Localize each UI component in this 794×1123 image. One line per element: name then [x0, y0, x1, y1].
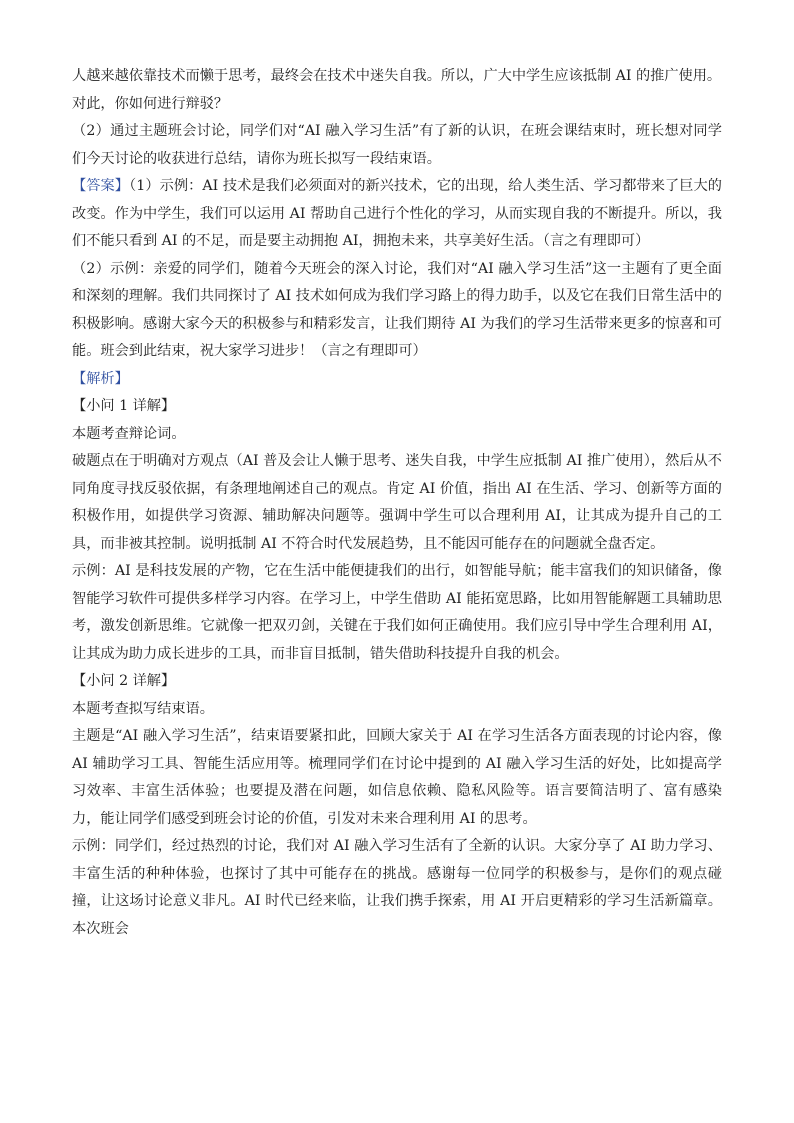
sub-question-2-intro: 本题考查拟写结束语。: [72, 700, 214, 717]
document-body: [72, 63, 722, 943]
answer-part-1: （1）示例：AI 技术是我们必须面对的新兴技术，它的出现，给人类生活、学习都带来了巨大的改变。作为中学生，我们可以运用 AI 帮助自己进行个性化的学习，从而实现自我的不断提升。所以，我们不能只看到 AI 的不足，而是要主动拥抱 AI，拥抱未来，共享美好生活。（言之有理即可）: [72, 178, 722, 249]
sub-question-2-example: 示例：同学们，经过热烈的讨论，我们对 AI 融入学习生活有了全新的认识。大家分享了 AI 助力学习、丰富生活的种种体验，也探讨了其中可能存在的挑战。感谢每一位同学的积极参与，是你们的观点碰撞，让这场讨论意义非凡。AI 时代已经来临，让我们携手探索，用 AI 开启更精彩的学习生活新篇章。本次班会: [72, 838, 722, 937]
analysis-label-line: [72, 366, 722, 394]
question-prompt-line: 对此，你如何进行辩驳？: [72, 95, 229, 112]
sub-question-1-intro: 本题考查辩论词。: [72, 425, 186, 442]
answer-label: 【答案】: [72, 178, 130, 194]
question-continued-line: 人越来越依靠技术而懒于思考，最终会在技术中迷失自我。所以，广大中学生应该抵制 AI 的推广使用。: [72, 68, 722, 84]
sub-question-2-heading: 【小问 2 详解】: [72, 673, 176, 689]
question-part-2: （2）通过主题班会讨论，同学们对“AI 融入学习生活”有了新的认识，在班会课结束时，班长想对同学们今天讨论的收获进行总结，请你为班长拟写一段结束语。: [72, 123, 722, 167]
answer-part-1-paragraph: [72, 173, 722, 256]
sub-question-1-body: 破题点在于明确对方观点（AI 普及会让人懒于思考、迷失自我，中学生应抵制 AI 推广使用），然后从不同角度寻找反驳依据，有条理地阐述自己的观点。肯定 AI 价值，指出 AI 在生活、学习、创新等方面的积极作用，如提供学习资源、辅助解决问题等。强调中学生可以合理利用 AI，让其成为提升自己的工具，而非被其控制。说明抵制 AI 不符合时代发展趋势，且不能因可能存在的问题就全盘否定。: [72, 453, 722, 552]
sub-question-1-heading: 【小问 1 详解】: [72, 398, 176, 414]
analysis-label: 【解析】: [72, 370, 129, 387]
answer-part-2: （2）示例：亲爱的同学们，随着今天班会的深入讨论，我们对“AI 融入学习生活”这一主题有了更全面和深刻的理解。我们共同探讨了 AI 技术如何成为我们学习路上的得力助手，以及它在我们日常生活中的积极影响。感谢大家今天的积极参与和精彩发言，让我们期待 AI 为我们的学习生活带来更多的惊喜和可能。班会到此结束，祝大家学习进步！（言之有理即可）: [72, 260, 722, 359]
sub-question-2-body: 主题是“AI 融入学习生活”，结束语要紧扣此，回顾大家关于 AI 在学习生活各方面表现的讨论内容，像 AI 辅助学习工具、智能生活应用等。梳理同学们在讨论中提到的 AI 融入学习生活的好处，比如提高学习效率、丰富生活体验；也要提及潜在问题，如信息依赖、隐私风险等。语言要简洁明了、富有感染力，能让同学们感受到班会讨论的价值，引发对未来合理利用 AI 的思考。: [72, 728, 722, 827]
sub-question-1-example: 示例：AI 是科技发展的产物，它在生活中能便捷我们的出行，如智能导航；能丰富我们的知识储备，像智能学习软件可提供多样学习内容。在学习上，中学生借助 AI 能拓宽思路，比如用智能解题工具辅助思考，激发创新思维。它就像一把双刃剑，关键在于我们如何正确使用。我们应引导中学生合理利用 AI，让其成为助力成长进步的工具，而非盲目抵制，错失借助科技提升自我的机会。: [72, 563, 722, 662]
